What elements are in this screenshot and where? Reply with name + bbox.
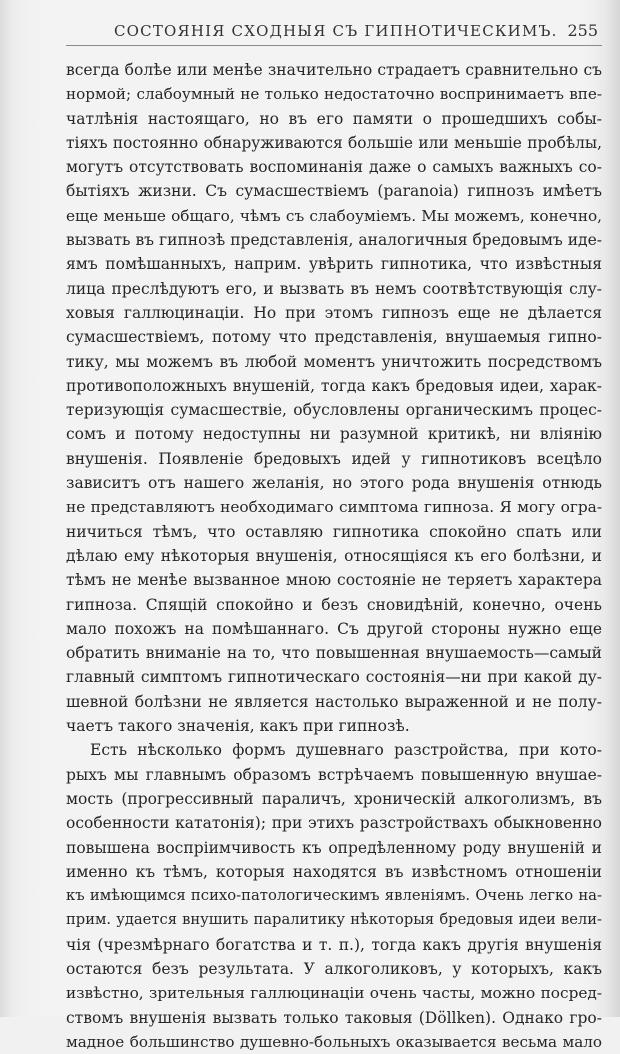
paragraph-1 (66, 58, 602, 738)
text-line: тіяхъ постоянно обнаруживаются большіе или меньшіе пробѣлы, (66, 133, 602, 152)
text-line: Есть нѣсколько формъ душевнаго разстройства, при кото- (90, 741, 602, 760)
text-line: всегда болѣе или менѣе значительно страдаетъ сравнительно съ (66, 61, 602, 79)
text-line: рыхъ мы главнымъ образомъ встрѣчаемъ повышенную внушае- (66, 765, 602, 784)
text-line: главный симптомъ гипнотическаго состоянія—ни при какой ду- (66, 668, 602, 687)
running-title: СОСТОЯНІЯ СХОДНЫЯ СЪ ГИПНОТИЧЕСКИМЪ. (114, 22, 558, 40)
text-line: ховыя галлюцинаціи. Но при этомъ гипнозъ еще не дѣлается (66, 303, 602, 322)
text-line: ничиться тѣмъ, что оставляю гипнотика спокойно спать или (66, 522, 602, 541)
text-line: гипноза. Спящій спокойно и безъ сновидѣній, конечно, очень (66, 595, 602, 614)
header-rule (66, 45, 602, 46)
text-line: зависитъ отъ нашего желанія, но этого рода внушенія отнюдь (66, 474, 602, 493)
text-line: извѣстно, зрительныя галлюцинаціи очень часты, можно посред- (66, 984, 602, 1003)
text-line: чатлѣнія настоящаго, но въ его памяти о прошедшихъ собы- (66, 109, 602, 128)
text-line: прим. удается внушить паралитику нѣкоторыя бредовыя идеи вели- (66, 911, 602, 929)
text-line: особенности кататонія); при этихъ разстройствахъ обыкновенно (66, 814, 602, 833)
text-line: остаются безъ результата. У алкоголиковъ, у которыхъ, какъ (66, 959, 602, 978)
paragraph-2 (66, 738, 602, 1054)
text-line: теризующія сумасшествіе, обусловлены органическимъ процес- (66, 401, 602, 420)
text-line: могутъ отсутствовать воспоминанія даже о самыхъ важныхъ со- (66, 158, 602, 177)
text-line: чаетъ такого значенія, какъ при гипнозѣ. (66, 717, 410, 736)
text-line: повышена воспріимчивость къ опредѣленному роду внушеній и (66, 838, 602, 857)
text-line: къ имѣющимся психо-патологическимъ явленіямъ. Очень легко на- (66, 887, 602, 905)
text-line: дѣлаю ему нѣкоторыя внушенія, относящіяся къ его болѣзни, и (66, 546, 602, 565)
page-number: 255 (567, 21, 598, 40)
text-line: мало похожъ на помѣшаннаго. Съ другой стороны нужно еще (66, 619, 602, 638)
text-line: вызвать въ гипнозѣ представленія, аналогичныя бредовымъ иде- (66, 231, 602, 250)
text-line: обратить вниманіе на то, что повышенная внушаемость—самый (66, 644, 602, 663)
text-line: нормой; слабоумный не только недостаточно воспринимаетъ впе- (66, 85, 602, 104)
text-line: мадное большинство душевно-больныхъ оказывается весьма мало (66, 1032, 602, 1051)
text-line: внушенія. Появленіе бредовыхъ идей у гипнотиковъ всецѣло (66, 449, 602, 468)
page-header (70, 18, 600, 46)
text-line: мость (прогрессивный параличъ, хроническій алкоголизмъ, въ (66, 789, 602, 808)
text-line: противоположныхъ внушеній, тогда какъ бредовыя идеи, харак- (66, 376, 602, 395)
text-line: тѣмъ не менѣе вызванное мною состояніе не теряетъ характера (66, 571, 602, 590)
text-line: лица преслѣдуютъ его, и вызвать въ немъ соотвѣтствующія слу- (66, 279, 602, 298)
text-line: еще меньше общаго, чѣмъ съ слабоуміемъ. Мы можемъ, конечно, (66, 206, 602, 225)
text-line: тику, мы можемъ въ любой моментъ уничтожить посредствомъ (66, 352, 602, 371)
text-line: не представляютъ необходимаго симптома гипноза. Я могу огра- (66, 498, 602, 517)
text-line: сомъ и потому недоступны ни разумной критикѣ, ни вліянію (66, 425, 602, 444)
text-line: шевной болѣзни не является настолько выраженной и не полу- (66, 692, 602, 711)
body-text (66, 58, 602, 1054)
text-line: ямъ помѣшанныхъ, наприм. увѣрить гипнотика, что извѣстныя (66, 255, 602, 274)
text-line: бытіяхъ жизни. Съ сумасшествіемъ (paranoia) гипнозъ имѣетъ (66, 182, 602, 201)
text-line: сумасшествіемъ, потому что представленія, внушаемыя гипно- (66, 328, 602, 347)
text-line: чія (чрезмѣрнаго богатства и т. п.), тогда какъ другія внушенія (66, 935, 602, 954)
text-line: ствомъ внушенія вызвать только таковыя (Dӧllken). Однако гро- (66, 1008, 602, 1027)
text-line: именно къ тѣмъ, которыя находятся въ извѣстномъ отношеніи (66, 862, 602, 881)
